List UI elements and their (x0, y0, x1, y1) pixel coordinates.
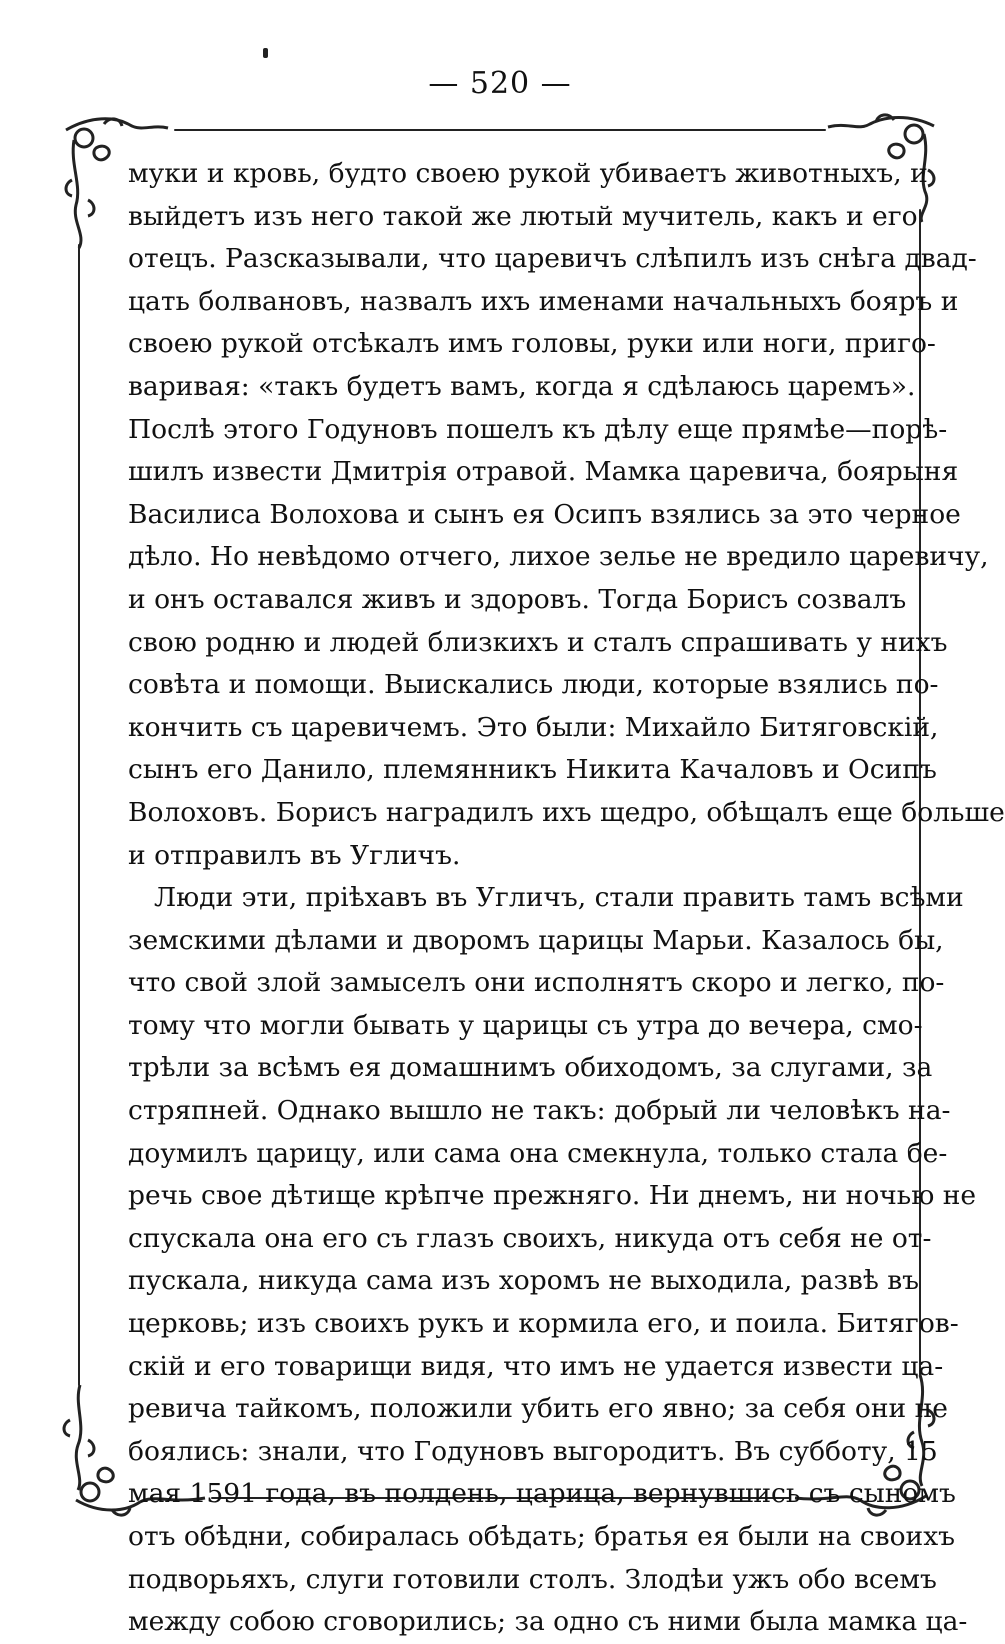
page-number: — 520 — (428, 66, 572, 101)
text-line: цать болвановъ, назвалъ ихъ именами начальныхъ бояръ и (128, 285, 959, 317)
text-line: Люди эти, пріѣхавъ въ Угличъ, стали править тамъ всѣми (154, 882, 964, 914)
text-line: Послѣ этого Годуновъ пошелъ къ дѣлу еще прямѣе—порѣ- (128, 413, 948, 445)
text-line: выйдетъ изъ него такой же лютый мучитель, какъ и его (128, 200, 918, 232)
text-line: ревича тайкомъ, положили убить его явно; за себя они не (128, 1393, 948, 1425)
text-line: своею рукой отсѣкалъ имъ головы, руки или ноги, приго- (128, 328, 936, 360)
text-line: доумилъ царицу, или сама она смекнула, только стала бе- (128, 1137, 948, 1169)
text-line: пускала, никуда сама изъ хоромъ не выходила, развѣ въ (128, 1265, 920, 1297)
text-line: свою родню и людей близкихъ и сталъ спрашивать у нихъ (128, 626, 948, 658)
text-line: отъ обѣдни, собиралась обѣдать; братья ея были на своихъ (128, 1521, 956, 1552)
text-line: отецъ. Разсказывали, что царевичъ слѣпилъ изъ снѣга двад- (128, 243, 977, 275)
body-text (128, 153, 1005, 1644)
text-line: шилъ извести Дмитрія отравой. Мамка царевича, боярыня (128, 456, 959, 488)
text-line: Волоховъ. Борисъ наградилъ ихъ щедро, обѣщалъ еще больше (128, 796, 1005, 828)
text-line: муки и кровь, будто своею рукой убиваетъ животныхъ, и (128, 158, 928, 189)
ink-speck (263, 48, 268, 58)
text-line: дѣло. Но невѣдомо отчего, лихое зелье не вредило царевичу, (128, 541, 989, 573)
text-line: Василиса Волохова и сынъ ея Осипъ взялись за это черное (128, 498, 961, 530)
text-line: и отправилъ въ Угличъ. (128, 839, 461, 871)
text-line: между собою сговорились; за одно съ ними была мамка ца- (128, 1606, 968, 1638)
text-line: что свой злой замыселъ они исполнятъ скоро и легко, по- (128, 967, 945, 999)
text-line: стряпней. Однако вышло не такъ: добрый ли человѣкъ на- (128, 1095, 951, 1127)
text-line: боялись: знали, что Годуновъ выгородитъ. Въ субботу, 15 (128, 1435, 938, 1467)
text-line: сынъ его Данило, племянникъ Никита Качаловъ и Осипъ (128, 754, 937, 786)
text-line: и онъ оставался живъ и здоровъ. Тогда Борисъ созвалъ (128, 583, 907, 615)
text-line: скій и его товарищи видя, что имъ не удается извести ца- (128, 1350, 944, 1382)
text-line: подворьяхъ, слуги готовили столъ. Злодѣи ужъ обо всемъ (128, 1563, 937, 1595)
text-line: церковь; изъ своихъ рукъ и кормила его, и поила. Битягов- (128, 1308, 959, 1340)
text-line: тому что могли бывать у царицы съ утра до вечера, смо- (128, 1009, 923, 1041)
text-line: трѣли за всѣмъ ея домашнимъ обиходомъ, за слугами, за (128, 1052, 933, 1084)
text-line: мая 1591 года, въ полдень, царица, вернувшись съ сыномъ (128, 1478, 956, 1510)
text-line: земскими дѣлами и дворомъ царицы Марьи. Казалось бы, (128, 924, 944, 956)
text-line: спускала она его съ глазъ своихъ, никуда отъ себя не от- (128, 1222, 932, 1254)
text-line: совѣта и помощи. Выискались люди, которые взялись по- (128, 669, 939, 701)
text-line: варивая: «такъ будетъ вамъ, когда я сдѣлаюсь царемъ». (128, 370, 916, 402)
text-line: кончить съ царевичемъ. Это были: Михайло Битяговскій, (128, 711, 939, 743)
text-line: речь свое дѣтище крѣпче прежняго. Ни днемъ, ни ночью не (128, 1180, 977, 1212)
